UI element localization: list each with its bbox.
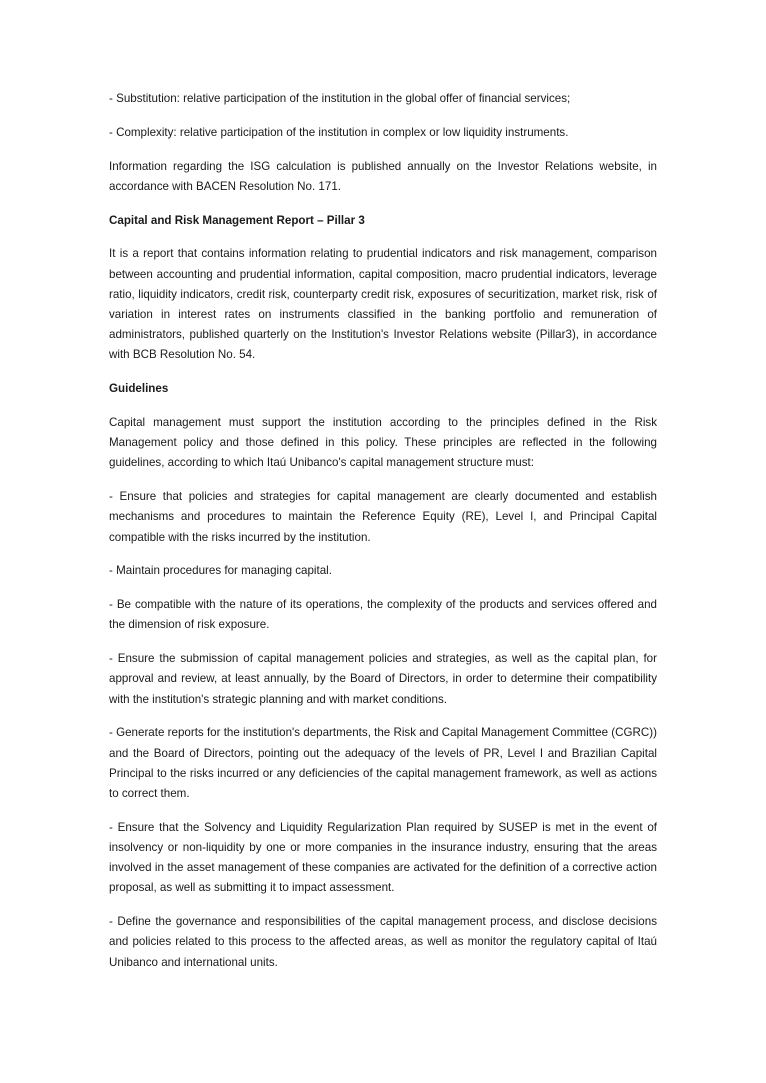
document-page — [109, 89, 657, 986]
complexity-paragraph: - Complexity: relative participation of the institution in complex or low liquidity instruments. — [109, 125, 569, 139]
guideline-item: - Ensure that the Solvency and Liquidity Regularization Plan required by SUSEP is met in the event of insolvency or non-liquidity by one or more companies in the insurance industry, ensuring that the areas involved in the asset management of these companies are activated for the definition of a corrective action proposal, as well as submitting it to impact assessment. — [109, 820, 657, 895]
guideline-item: - Ensure that policies and strategies for capital management are clearly documented and establish mechanisms and procedures to maintain the Reference Equity (RE), Level I, and Principal Capital compatible with the risks incurred by the institution. — [109, 490, 657, 544]
guideline-item: - Ensure the submission of capital management policies and strategies, as well as the capital plan, for approval and review, at least annually, by the Board of Directors, in order to determine their compatibility with the institution's strategic planning and with market conditions. — [109, 652, 657, 706]
guideline-item: - Generate reports for the institution's departments, the Risk and Capital Management Committee (CGRC)) and the Board of Directors, pointing out the adequacy of the levels of PR, Level I and Brazilian Capital Principal to the risks incurred or any deficiencies of the capital management framework, as well as actions to correct them. — [109, 726, 657, 801]
substitution-paragraph: - Substitution: relative participation of the institution in the global offer of financial services; — [109, 92, 571, 105]
pillar3-paragraph: It is a report that contains information relating to prudential indicators and risk management, comparison between accounting and prudential information, capital composition, macro prudential indicators, leverage ratio, liquidity indicators, credit risk, counterparty credit risk, exposures of securitization, market risk, risk of variation in interest rates on instruments classified in the banking portfolio and remuneration of administrators, published quarterly on the Institution's Investor Relations website (Pillar3), in accordance with BCB Resolution No. 54. — [109, 247, 657, 362]
isg-info-paragraph: Information regarding the ISG calculation is published annually on the Investor Relations website, in accordance with BACEN Resolution No. 171. — [109, 159, 657, 193]
guideline-item: - Be compatible with the nature of its operations, the complexity of the products and services offered and the dimension of risk exposure. — [109, 598, 657, 632]
pillar3-heading: Capital and Risk Management Report – Pillar 3 — [109, 213, 365, 227]
guidelines-heading: Guidelines — [109, 382, 169, 396]
guideline-item: - Maintain procedures for managing capital. — [109, 564, 332, 578]
guideline-item: - Define the governance and responsibilities of the capital management process, and disclose decisions and policies related to this process to the affected areas, as well as monitor the regulatory capital of Itaú Unibanco and international units. — [109, 915, 657, 969]
guidelines-intro-paragraph: Capital management must support the institution according to the principles defined in the Risk Management policy and those defined in this policy. These principles are reflected in the following guidelines, according to which Itaú Unibanco's capital management structure must: — [109, 416, 657, 470]
